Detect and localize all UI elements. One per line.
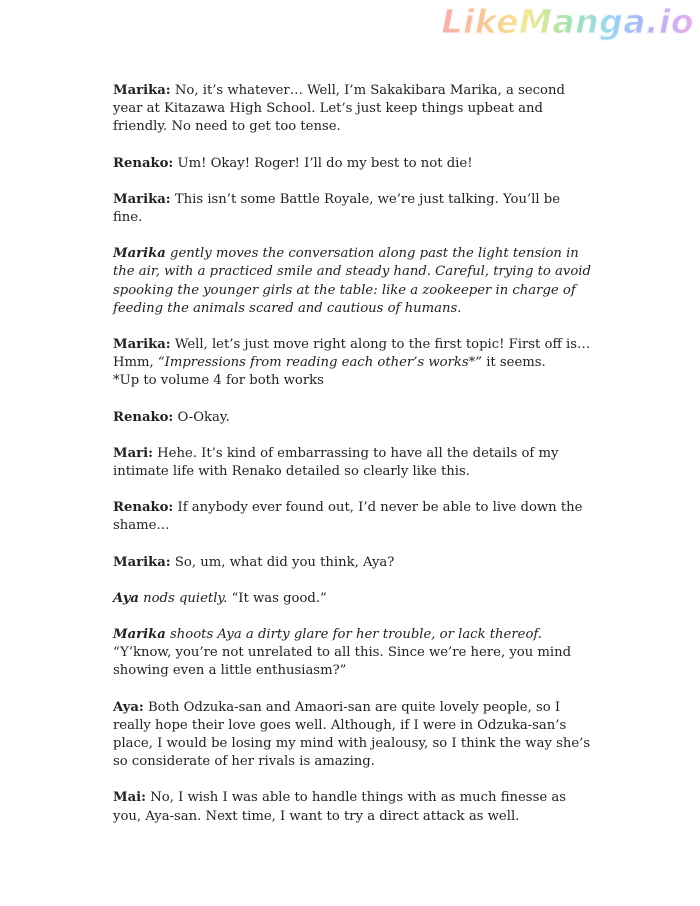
narration-dialogue-line	[113, 590, 591, 608]
speaker-name: Marika:	[113, 191, 171, 207]
dialogue-line	[113, 789, 591, 825]
character-name: Marika	[113, 246, 166, 262]
speaker-name: Marika:	[113, 83, 171, 98]
speaker-name: Renako:	[113, 500, 174, 516]
narration-text: nods quietly.	[143, 590, 228, 606]
dialogue-line	[113, 499, 591, 535]
character-name: Aya	[113, 590, 139, 606]
dialogue-text: Hehe. It’s kind of embarrassing to have all the details of my intimate life with Renako detailed so clearly like this.	[113, 445, 559, 480]
speaker-name: Renako:	[113, 155, 174, 171]
character-name: Marika	[113, 627, 166, 643]
dialogue-text: “Y’know, you’re not unrelated to all this. Since we’re here, you mind showing even a little enthusiasm?”	[113, 645, 572, 679]
dialogue-text: Well, let’s just move right along to the first topic! First off is… Hmm,	[113, 337, 591, 371]
dialogue-text: No, I wish I was able to handle things with as much finesse as you, Aya-san. Next time, I want to try a direct attack as well.	[113, 790, 566, 824]
speaker-name: Renako:	[113, 409, 174, 425]
dialogue-line	[113, 445, 591, 481]
dialogue-line	[113, 336, 591, 391]
dialogue-text: So, um, what did you think, Aya?	[174, 554, 395, 570]
narration-dialogue-line	[113, 626, 591, 681]
dialogue-line	[113, 699, 591, 772]
narration-paragraph	[113, 245, 591, 318]
dialogue-line	[113, 82, 591, 137]
dialogue-line	[113, 554, 591, 572]
narration-text: shoots Aya a dirty glare for her trouble, or lack thereof.	[170, 627, 542, 643]
speaker-name: Mai:	[113, 790, 147, 806]
dialogue-line	[113, 409, 591, 427]
dialogue-line	[113, 155, 591, 173]
dialogue-text: No, it’s whatever… Well, I’m Sakakibara Marika, a second year at Kitazawa High School. Let’s just keep things upbeat and friendly. No need to get too tense.	[113, 83, 565, 135]
speaker-name: Aya:	[113, 699, 144, 715]
dialogue-line	[113, 191, 591, 227]
speaker-name: Mari:	[113, 445, 153, 461]
dialogue-text: O-Okay.	[177, 409, 230, 425]
speaker-name: Marika:	[113, 337, 171, 353]
speaker-name: Marika:	[113, 554, 171, 570]
dialogue-text: Um! Okay! Roger! I’ll do my best to not die!	[177, 155, 473, 171]
site-watermark: LikeManga.io	[441, 2, 694, 41]
dialogue-text: “It was good.”	[231, 590, 327, 606]
dialogue-text: This isn’t some Battle Royale, we’re just talking. You’ll be fine.	[113, 191, 561, 226]
dialogue-text-after: it seems.	[486, 355, 546, 371]
footnote: *Up to volume 4 for both works	[113, 373, 324, 389]
dialogue-text: Both Odzuka-san and Amaori-san are quite lovely people, so I really hope their love goes well. Although, if I were in Odzuka-san’s place, I would be losing my mind with jealousy, so I think the way she’s so considerate of her rivals is amazing.	[113, 699, 591, 770]
dialogue-text: If anybody ever found out, I’d never be able to live down the shame…	[113, 500, 583, 534]
topic-title: “Impressions from reading each other’s works*”	[157, 355, 482, 371]
document-body	[113, 82, 591, 844]
narration-text: gently moves the conversation along past the light tension in the air, with a practiced smile and steady hand. Careful, trying to avoid spooking the younger girls at the table: like a zookeeper in charge of feeding the animals scared and cautious of humans.	[113, 246, 591, 316]
